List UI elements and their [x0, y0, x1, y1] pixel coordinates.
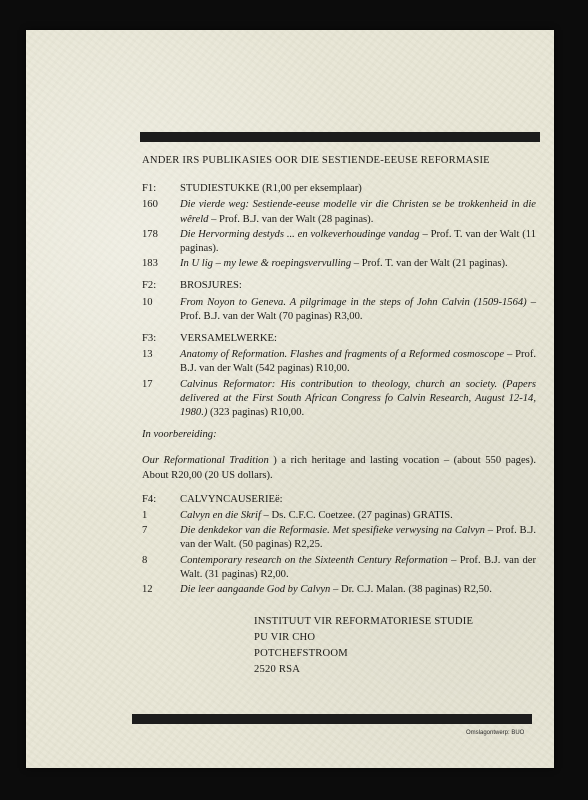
list-item — [142, 296, 536, 324]
preparation-title: Our Reformational Tradition — [142, 455, 269, 467]
section-title: STUDIESTUKKE (R1,00 per eksemplaar) — [180, 183, 362, 195]
item-text — [180, 509, 536, 523]
section-code: F3: — [142, 333, 157, 345]
item-details: – Dr. C.J. Malan. (38 paginas) R2,50. — [330, 584, 492, 596]
item-number: 183 — [142, 258, 158, 270]
list-item — [142, 228, 536, 256]
item-details: – Prof. B.J. van der Walt (542 paginas) R10,00. — [180, 349, 536, 375]
section-header — [142, 493, 536, 507]
item-details: – Ds. C.F.C. Coetzee. (27 paginas) GRATIS. — [260, 510, 453, 522]
item-details: – Prof. B.J. van der Walt (70 paginas) R3,00. — [180, 296, 536, 322]
item-title: In U lig – my lewe & roepingsvervulling — [180, 258, 352, 270]
item-text — [180, 348, 536, 376]
item-title: Calvinus Reformator: His contribution to theology, church an society. (Papers delivered at the First South African Congress fo Calvin Research, August 12-14, 1980.) — [180, 378, 536, 419]
item-text — [180, 378, 536, 421]
section-header — [142, 332, 536, 346]
item-details: – Prof. T. van der Walt (21 paginas). — [351, 258, 508, 270]
item-title: Die vierde weg: Sestiende-eeuse modelle vir die Christen se be trokkenheid in die wêreld — [180, 199, 536, 225]
cover-design-credit: Omslagontwerp: BUO — [466, 730, 525, 736]
item-number: 1 — [142, 510, 148, 522]
item-number: 178 — [142, 228, 158, 240]
section-f2 — [142, 279, 536, 324]
list-item — [142, 378, 536, 421]
bottom-rule — [132, 714, 532, 724]
section-header — [142, 279, 536, 293]
list-item — [142, 524, 536, 552]
section-f1 — [142, 182, 536, 271]
item-title: From Noyon to Geneva. A pilgrimage in the steps of John Calvin (1509-1564) — [180, 296, 527, 308]
item-number: 12 — [142, 584, 153, 596]
item-details: – Prof. B.J. van der Walt. (31 paginas) R2,00. — [180, 554, 537, 580]
item-title: Die Hervorming destyds ... en volkeverhoudinge vandag — [180, 228, 420, 240]
preparation-details: ) a rich heritage and lasting vocation – (about 550 pages). About R20,00 (20 US dollars). — [142, 455, 536, 481]
address-line: POTCHEFSTROOM — [254, 648, 348, 659]
section-title: BROSJURES: — [180, 280, 242, 292]
section-code: F4: — [142, 493, 157, 505]
section-f4 — [142, 493, 536, 597]
list-item — [142, 257, 536, 271]
item-details: – Prof. T. van der Walt (11 paginas). — [180, 228, 536, 255]
publication-list — [142, 154, 536, 605]
item-text — [180, 583, 536, 597]
item-number: 13 — [142, 349, 153, 361]
item-title: Die leer aangaande God by Calvyn — [180, 584, 331, 596]
item-details: (323 paginas) R10,00. — [207, 407, 305, 419]
list-item — [142, 509, 536, 523]
item-number: 7 — [142, 525, 148, 537]
item-text — [180, 257, 536, 271]
list-item — [142, 348, 536, 376]
address-line: INSTITUUT VIR REFORMATORIESE STUDIE — [254, 616, 474, 627]
section-header — [142, 182, 536, 196]
item-text — [180, 198, 536, 226]
list-item — [142, 198, 536, 226]
address-line: 2520 RSA — [254, 664, 301, 675]
item-title: Contemporary research on the Sixteenth Century Reformation — [180, 554, 448, 566]
item-title: Calvyn en die Skrif — [180, 510, 261, 522]
list-item — [142, 583, 536, 597]
item-number: 160 — [142, 199, 158, 211]
section-code: F2: — [142, 280, 157, 292]
item-number: 10 — [142, 296, 153, 308]
section-title: VERSAMELWERKE: — [180, 333, 277, 345]
publisher-address — [254, 614, 473, 678]
item-text — [180, 228, 536, 256]
item-title: Die denkdekor van die Reformasie. Met spesifieke verwysing na Calvyn — [180, 525, 485, 537]
item-text — [180, 554, 536, 582]
item-text — [180, 296, 536, 324]
item-text — [180, 524, 536, 552]
address-line: PU VIR CHO — [254, 632, 316, 643]
section-f3 — [142, 332, 536, 420]
item-number: 8 — [142, 554, 148, 566]
item-title: Anatomy of Reformation. Flashes and fragments of a Reformed cosmoscope — [180, 349, 505, 361]
section-code: F1: — [142, 183, 157, 195]
page-heading: ANDER IRS PUBLIKASIES OOR DIE SESTIENDE-EEUSE REFORMASIE — [142, 155, 490, 166]
item-details: – Prof. B.J. van der Walt. (50 paginas) R2,25. — [180, 525, 537, 551]
preparation-text — [142, 454, 536, 482]
item-details: – Prof. B.J. van der Walt (28 paginas). — [208, 213, 374, 225]
item-number: 17 — [142, 378, 153, 390]
section-title: CALVYNCAUSERIEë: — [180, 493, 283, 505]
list-item — [142, 554, 536, 582]
preparation-label: In voorbereiding: — [142, 429, 217, 441]
top-rule — [140, 132, 540, 142]
